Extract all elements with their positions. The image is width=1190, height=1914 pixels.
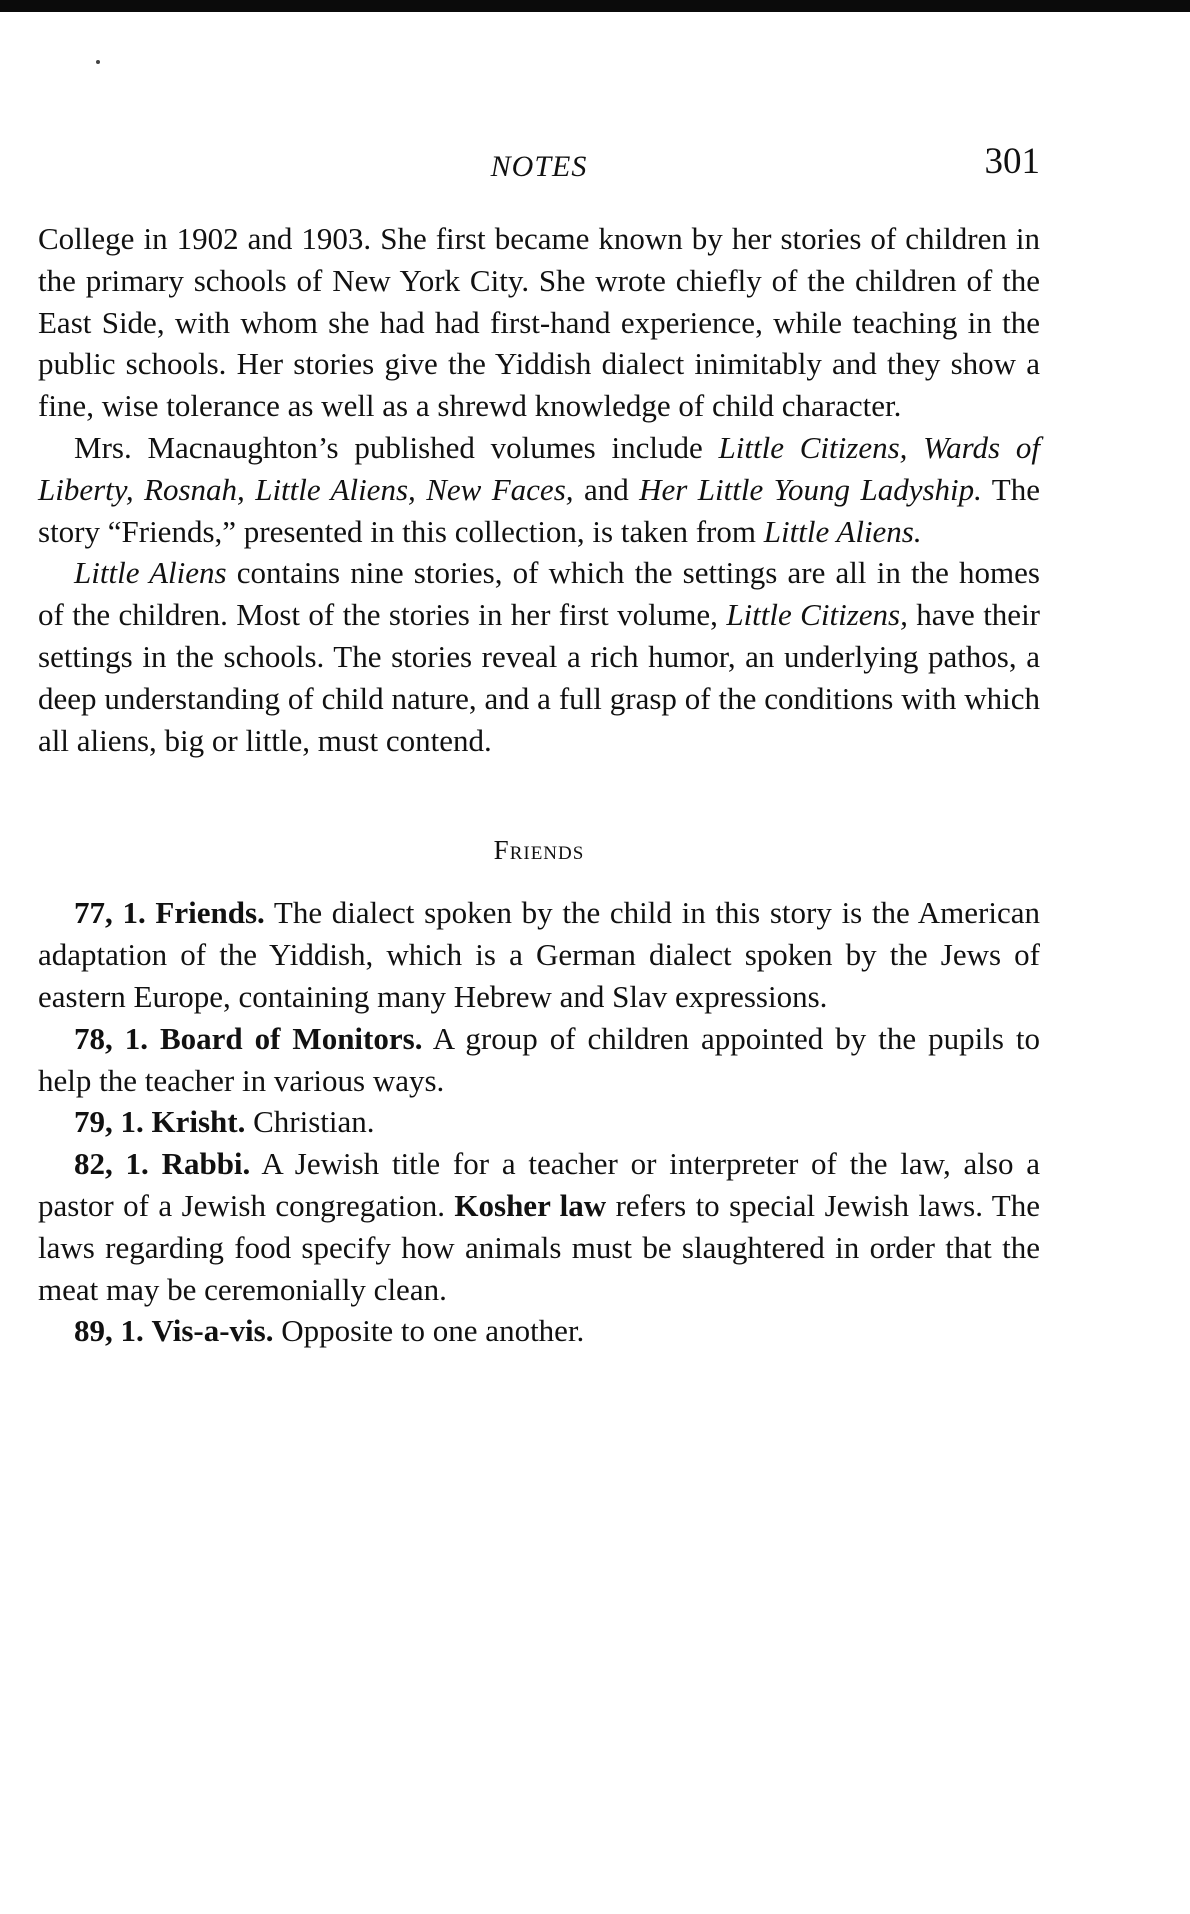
note-text: refers to special Jewish laws. The laws regarding food specify how animals must be slaughtered in order that the meat may be ceremonially clean. [38,1187,1040,1307]
note-reference: 82, 1. [74,1146,149,1182]
text-run: Mrs. Macnaughton’s published volumes include [74,429,719,465]
note-reference: 77, 1. [74,895,146,931]
note-item [38,1310,1040,1352]
book-title: Her Little Young Ladyship. [639,471,982,507]
note-item [38,1018,1040,1102]
note-text: The dialect spoken by the child in this story is the American adaptation of the Yiddish, which is a German dialect spoken by the Jews of eastern Europe, containing many Hebrew and Slav expressions. [38,895,1041,1014]
intro-text [38,218,1040,761]
page-number: 301 [984,141,1040,182]
top-edge-rule [0,0,1190,12]
note-term: Kosher law [454,1187,607,1223]
section-heading: Friends [493,835,585,866]
note-term: Friends. [155,895,265,931]
text-run: have their settings in the schools. The stories reveal a rich humor, an underlying pathos, a deep understanding of child nature, and a full grasp of the conditions with which all aliens, big or little, must contend. [38,597,1040,758]
note-item [38,892,1040,1017]
book-title: Little Citizens, [726,597,908,633]
note-item [38,1101,1040,1143]
text-run: The story “Friends,” presented in this collection, is taken from [38,471,1040,549]
running-head [38,140,1040,196]
text-run: contains nine stories, of which the settings are all in the homes of the children. Most of the stories in her first volume, [38,555,1040,633]
note-term: Rabbi. [161,1146,251,1182]
note-text: A Jewish title for a teacher or interpreter of the law, also a pastor of a Jewish congregation. [38,1146,1041,1223]
running-title: NOTES [490,150,588,183]
intro-paragraph-1: College in 1902 and 1903. She first became known by her stories of children in the primary schools of New York City. She wrote chiefly of the children of the East Side, with whom she had had first-hand experience, while teaching in the public schools. Her stories give the Yiddish dialect inimitably and they show a fine, wise tolerance as well as a shrewd knowledge of child character. [38,221,1040,424]
note-item [38,1143,1040,1310]
book-titles: Little Citizens, Wards of Liberty, Rosnah, Little Aliens, New Faces, [38,429,1040,507]
notes-list [38,892,1040,1352]
note-text: A group of children appointed by the pupils to help the teacher in various ways. [38,1020,1041,1098]
note-reference: 79, 1. [74,1104,144,1140]
book-title: Little Aliens [74,555,227,591]
note-term: Vis-a-vis. [151,1313,274,1349]
note-reference: 78, 1. [74,1020,148,1056]
note-term: Krisht. [151,1104,246,1140]
note-text: Christian. [245,1104,375,1140]
book-title: Little Aliens. [763,513,922,549]
intro-paragraph-3 [38,552,1040,761]
intro-paragraph-2 [38,427,1040,552]
text-run: and [573,471,640,507]
scan-speck [96,60,100,64]
note-reference: 89, 1. [74,1313,144,1349]
book-page [38,140,1040,1352]
note-term: Board of Monitors. [159,1020,423,1056]
note-text: Opposite to one another. [273,1313,585,1349]
